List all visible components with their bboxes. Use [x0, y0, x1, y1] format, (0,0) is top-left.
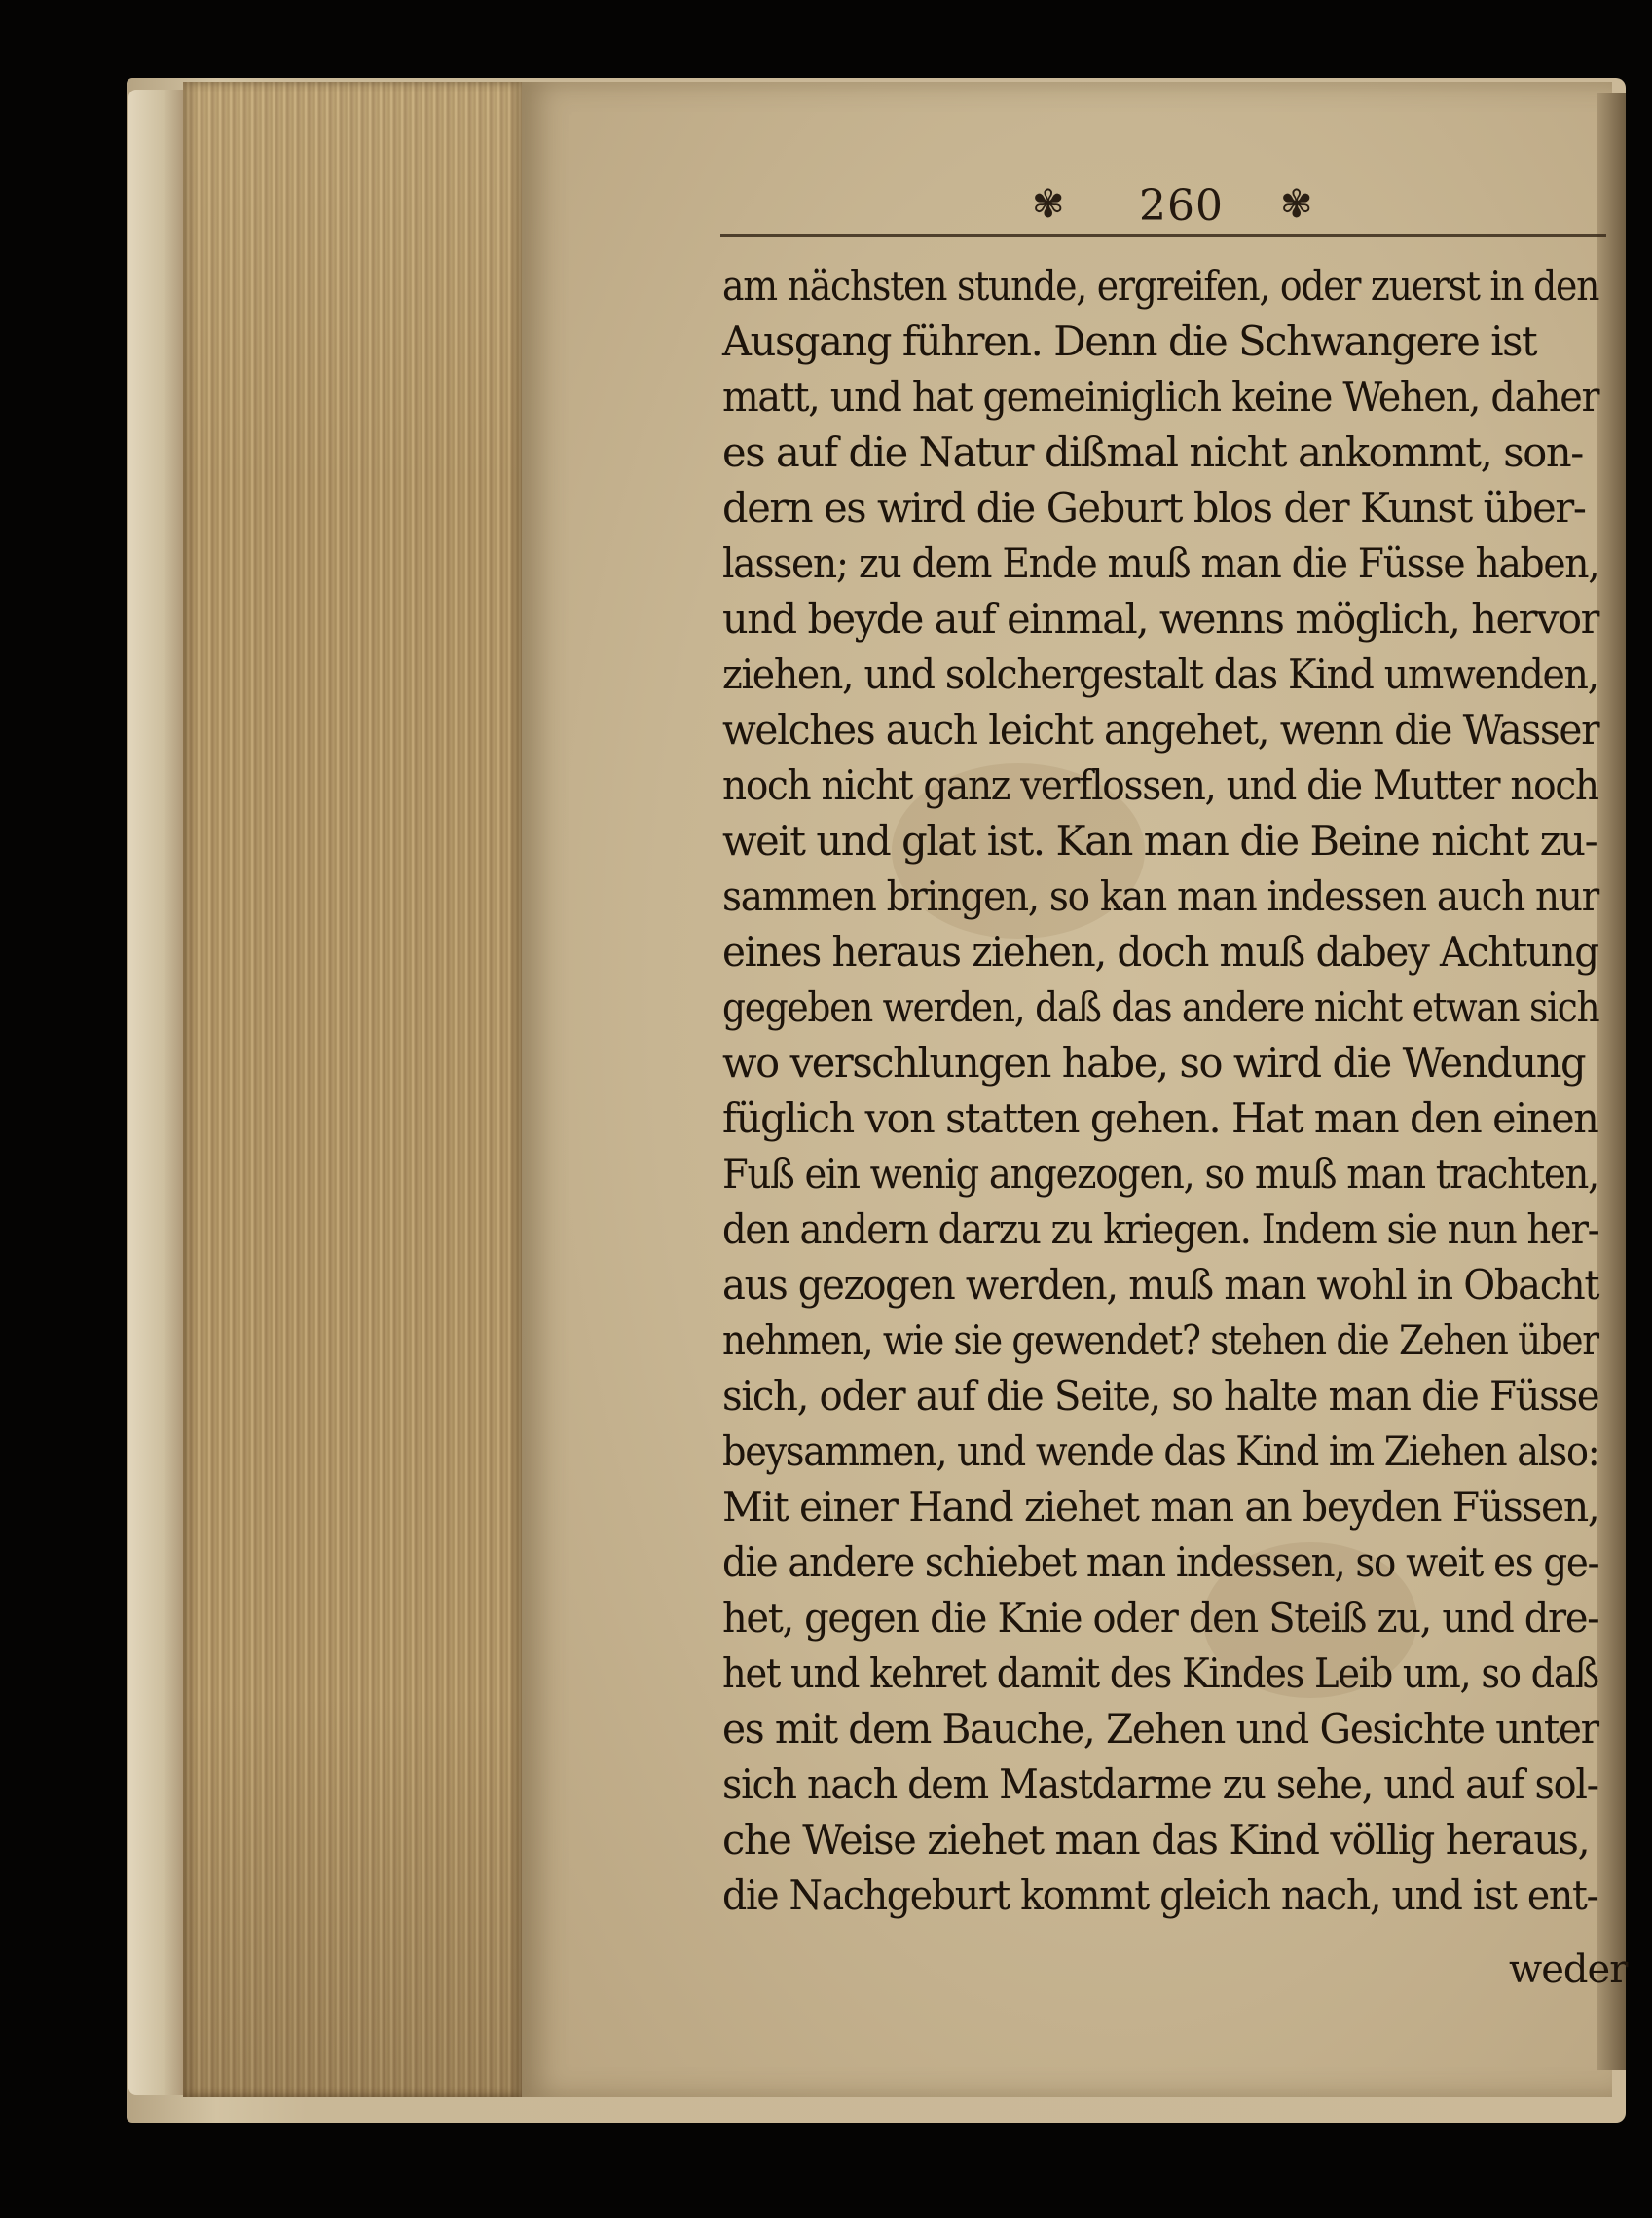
text-line: matt, und hat gemeiniglich keine Wehen, daher [722, 373, 1599, 421]
text-line: Mit einer Hand ziehet man an beyden Füssen, [722, 1483, 1599, 1531]
text-line: und beyde auf einmal, wenns möglich, hervor [722, 595, 1599, 643]
text-line: sammen bringen, so kan man indessen auch nur [722, 872, 1598, 920]
text-line: lassen; zu dem Ende muß man die Füsse haben, [722, 539, 1599, 587]
text-line: am nächsten stunde, ergreifen, oder zuerst in den [722, 262, 1599, 310]
ornament-right-icon: ✾ [1280, 182, 1313, 227]
text-line: Fuß ein wenig angezogen, so muß man trachten, [722, 1150, 1598, 1198]
fore-edge-shading [183, 82, 522, 2097]
book-cover-edge [128, 90, 187, 2095]
text-line: die Nachgeburt kommt gleich nach, und ist ent- [722, 1871, 1598, 1919]
text-line: noch nicht ganz verflossen, und die Mutter noch [722, 761, 1598, 809]
page-number: 260 [1139, 181, 1224, 231]
catchword: weder [1509, 1947, 1628, 1992]
text-line: sich, oder auf die Seite, so halte man die Füsse [722, 1372, 1599, 1420]
text-line: den andern darzu zu kriegen. Indem sie nun her- [722, 1205, 1599, 1253]
text-line: gegeben werden, daß das andere nicht etwan sich [722, 983, 1599, 1031]
text-line: aus gezogen werden, muß man wohl in Obacht [722, 1261, 1599, 1309]
text-line: weit und glat ist. Kan man die Beine nicht zu- [722, 817, 1597, 865]
text-line: sich nach dem Mastdarme zu sehe, und auf sol- [722, 1760, 1598, 1808]
text-line: het, gegen die Knie oder den Steiß zu, und dre- [722, 1594, 1599, 1642]
text-line: wo verschlungen habe, so wird die Wendung [722, 1039, 1586, 1087]
text-line: che Weise ziehet man das Kind völlig heraus, [722, 1816, 1590, 1864]
text-line: dern es wird die Geburt blos der Kunst über- [722, 484, 1586, 532]
text-line: nehmen, wie sie gewendet? stehen die Zehen über [722, 1316, 1598, 1364]
text-line: Ausgang führen. Denn die Schwangere ist [722, 317, 1537, 365]
text-line: ziehen, und solchergestalt das Kind umwenden, [722, 650, 1598, 698]
text-line: die andere schiebet man indessen, so weit es ge- [722, 1538, 1599, 1586]
text-line: es auf die Natur dißmal nicht ankommt, son- [722, 428, 1583, 476]
text-line: eines heraus ziehen, doch muß dabey Achtung [722, 928, 1598, 976]
text-line: welches auch leicht angehet, wenn die Wasser [722, 706, 1599, 754]
ornament-left-icon: ✾ [1032, 182, 1065, 227]
text-line: beysammen, und wende das Kind im Ziehen also: [722, 1427, 1599, 1475]
text-line: es mit dem Bauche, Zehen und Gesichte unter [722, 1705, 1598, 1753]
running-header [720, 171, 1616, 240]
body-text [722, 258, 1608, 1923]
text-line: füglich von statten gehen. Hat man den einen [722, 1094, 1598, 1142]
header-rule [720, 234, 1606, 237]
text-line: het und kehret damit des Kindes Leib um, so daß [722, 1649, 1598, 1697]
